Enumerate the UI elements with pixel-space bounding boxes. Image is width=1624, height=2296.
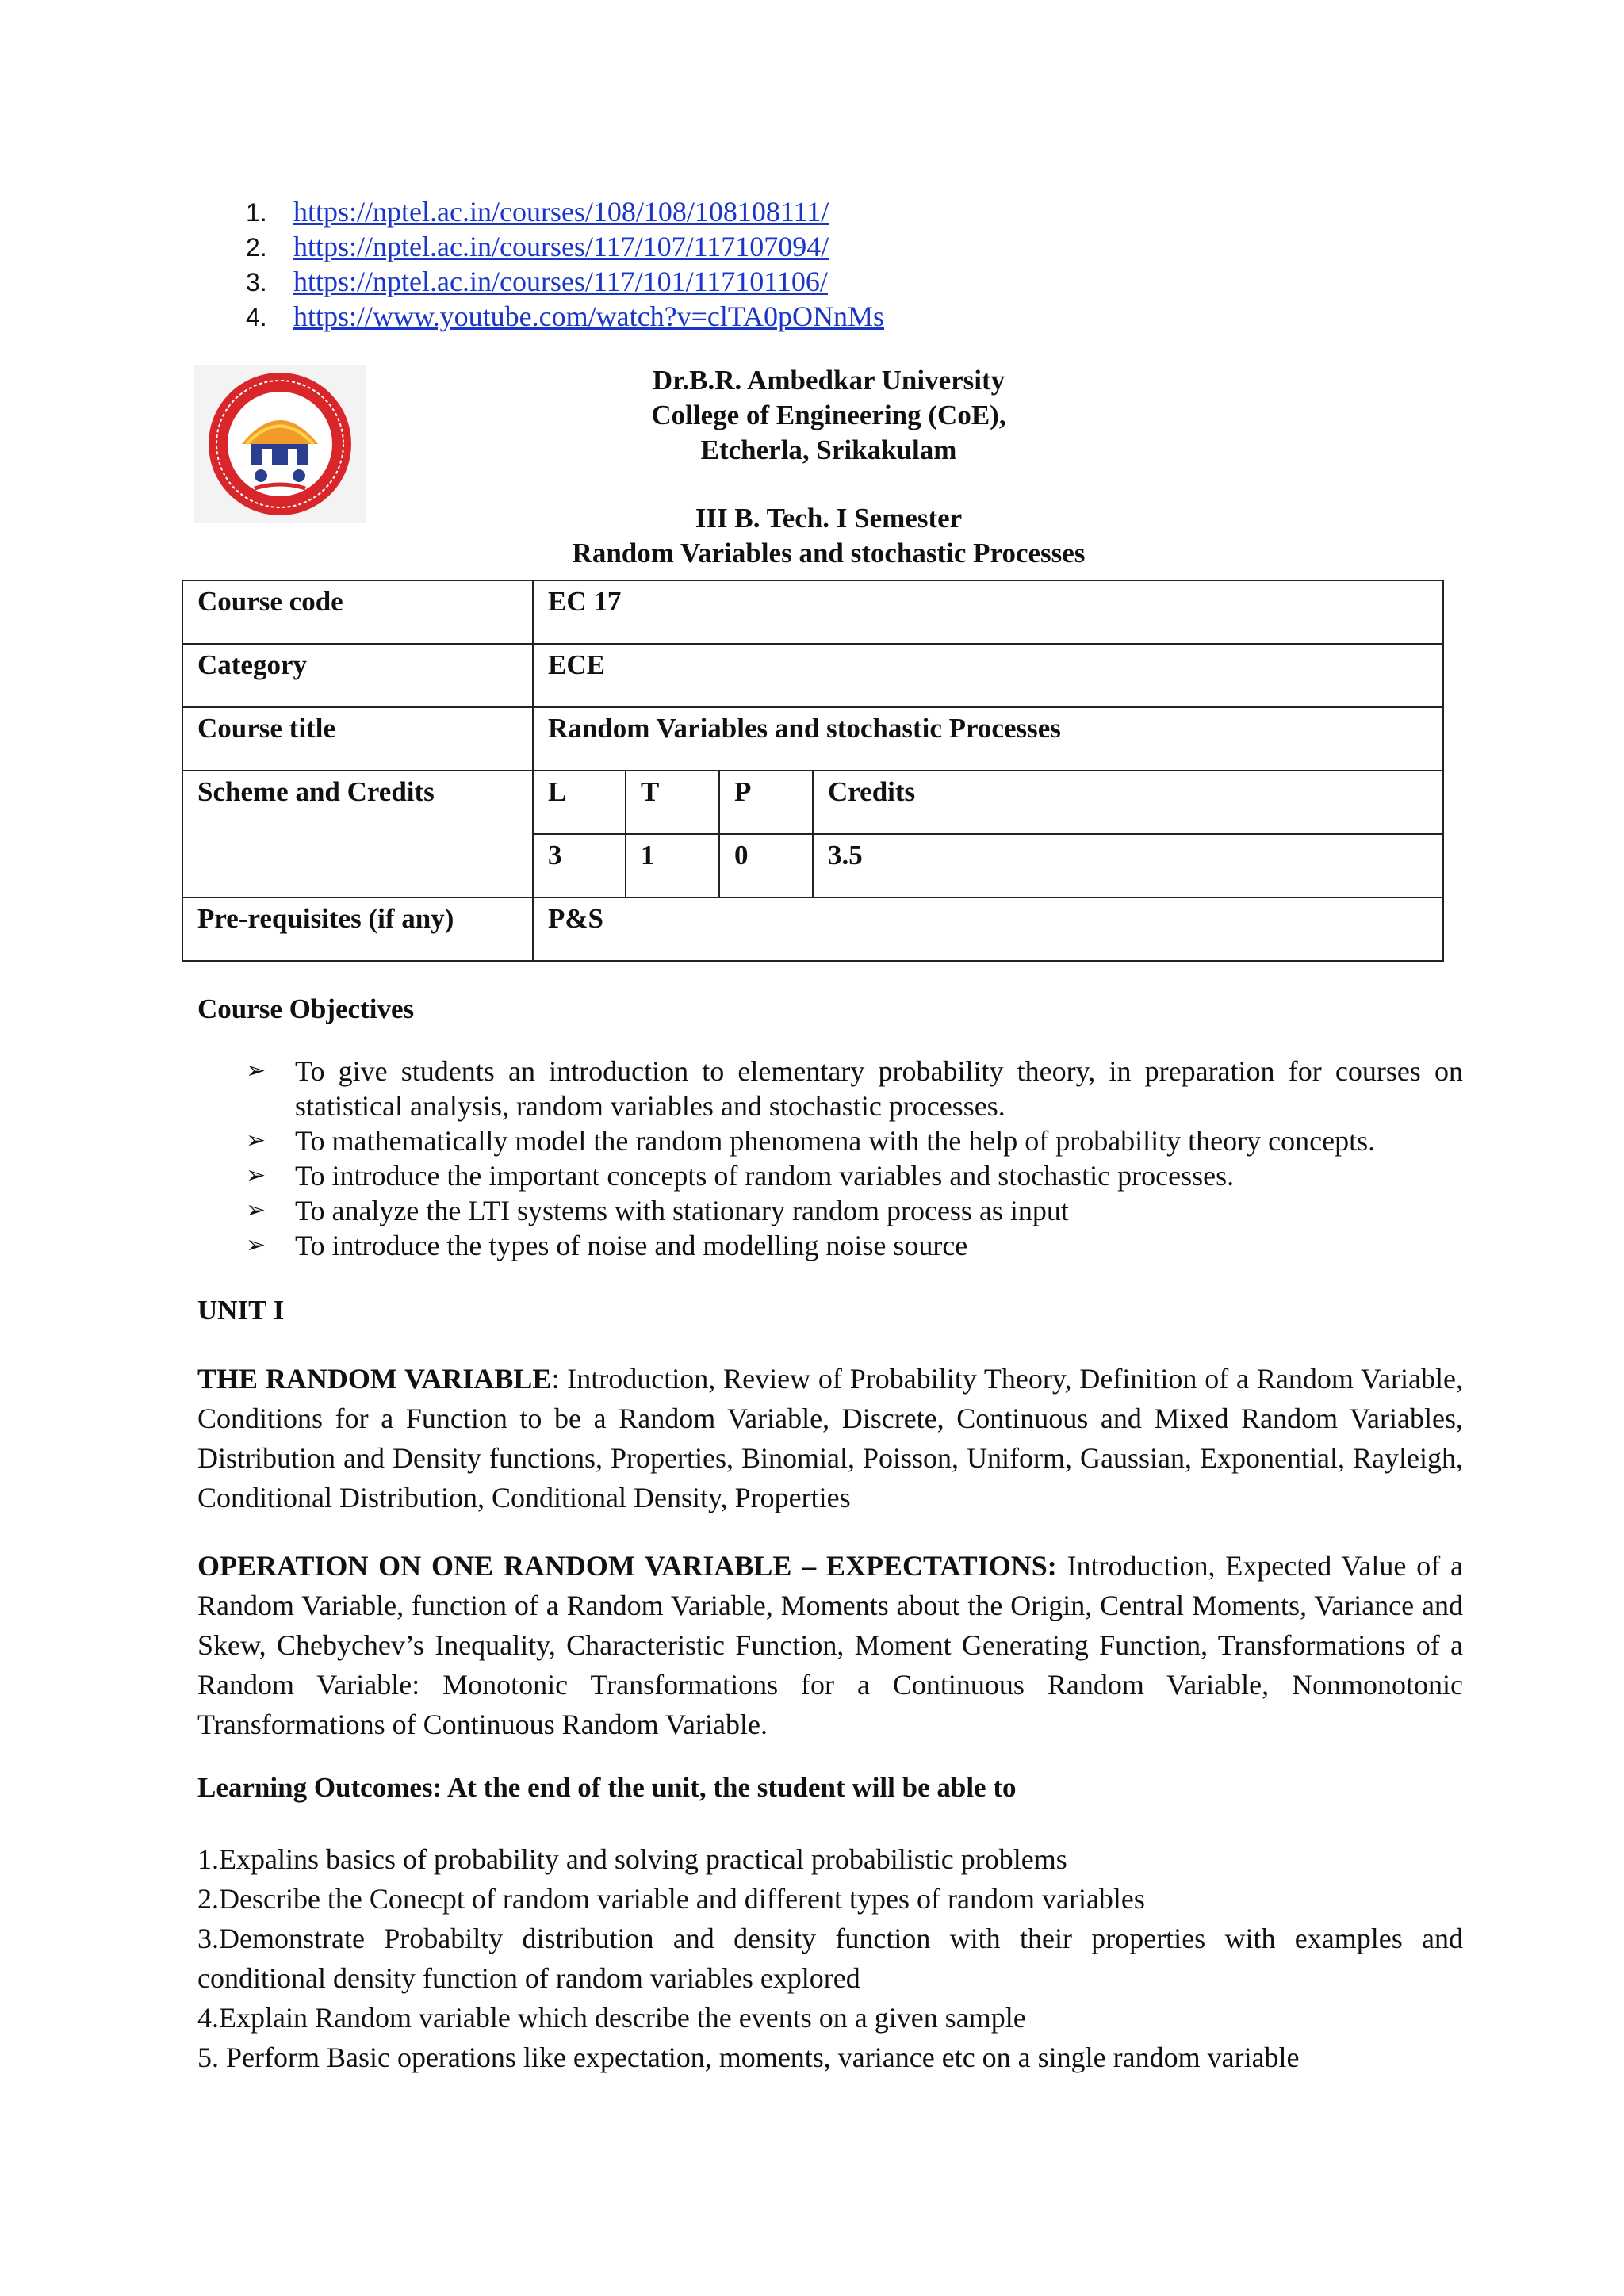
credits-label: Credits	[813, 771, 1443, 834]
table-row	[182, 897, 1443, 961]
category-label: Category	[182, 644, 533, 707]
arrow-bullet-icon: ➢	[246, 1231, 266, 1259]
outcomes-heading: Learning Outcomes: At the end of the unit, the student will be able to	[197, 1772, 1017, 1803]
expectations-paragraph: OPERATION ON ONE RANDOM VARIABLE – EXPECTATIONS: Introduction, Expected Value of a Random Variable, function of a Random Variable, Moments about the Origin, Central Moments, Variance and Skew, Chebychev’s Inequality, Characteristic Function, Moment Generating Function, Transformations of a Random Variable: Monotonic Transformations for a Continuous Random Variable, Nonmonotonic Transformations of Continuous Random Variable.	[197, 1550, 1463, 1740]
prerequisites-value: P&S	[533, 897, 1443, 961]
objectives-heading: Course Objectives	[197, 993, 415, 1024]
outcome-item: 4.Explain Random variable which describe the events on a given sample	[197, 2002, 1026, 2034]
reference-item: 4. https://www.youtube.com/watch?v=clTA0pONnMs	[246, 300, 884, 332]
arrow-bullet-icon: ➢	[246, 1057, 266, 1085]
course-details-table	[182, 580, 1444, 962]
objective-item: ➢ To give students an introduction to elementary probability theory, in preparation for courses on statistical analysis, random variables and stochastic processes.	[246, 1055, 1463, 1122]
table-row	[182, 707, 1443, 771]
objective-item: ➢ To mathematically model the random phenomena with the help of probability theory concepts.	[246, 1125, 1376, 1157]
semester-title: III B. Tech. I Semester	[695, 503, 963, 534]
prerequisites-label: Pre-requisites (if any)	[182, 897, 533, 961]
objectives-list	[246, 1054, 1463, 1263]
scheme-credits-label: Scheme and Credits	[182, 771, 533, 897]
l-label: L	[533, 771, 626, 834]
t-label: T	[626, 771, 719, 834]
table-row	[182, 644, 1443, 707]
reference-link[interactable]: https://nptel.ac.in/courses/108/108/108108111/	[293, 196, 829, 228]
university-name: Dr.B.R. Ambedkar University	[652, 365, 1005, 396]
university-logo	[194, 365, 366, 523]
course-title-value: Random Variables and stochastic Processes	[533, 707, 1443, 771]
objective-item: ➢ To introduce the important concepts of random variables and stochastic processes.	[246, 1160, 1235, 1192]
university-header	[381, 363, 1277, 468]
arrow-bullet-icon: ➢	[246, 1127, 266, 1154]
reference-item: 2. https://nptel.ac.in/courses/117/107/117107094/	[246, 231, 829, 262]
table-row	[182, 771, 1443, 834]
objective-item: ➢ To introduce the types of noise and modelling noise source	[246, 1230, 968, 1261]
course-title-label: Course title	[182, 707, 533, 771]
reference-links	[246, 194, 884, 334]
t-value: 1	[626, 834, 719, 897]
reference-item: 3. https://nptel.ac.in/courses/117/101/117101106/	[246, 266, 828, 297]
university-seal-icon	[194, 365, 366, 523]
paragraph-title: OPERATION ON ONE RANDOM VARIABLE – EXPECTATIONS:	[197, 1550, 1057, 1582]
paragraph-title: THE RANDOM VARIABLE	[197, 1363, 552, 1395]
l-value: 3	[533, 834, 626, 897]
course-code-label: Course code	[182, 580, 533, 644]
outcome-item: 1.Expalins basics of probability and solving practical probabilistic problems	[197, 1843, 1067, 1875]
reference-link[interactable]: https://www.youtube.com/watch?v=clTA0pONnMs	[293, 300, 884, 332]
reference-link[interactable]: https://nptel.ac.in/courses/117/101/117101106/	[293, 266, 828, 297]
arrow-bullet-icon: ➢	[246, 1196, 266, 1224]
random-variable-paragraph: THE RANDOM VARIABLE: Introduction, Review of Probability Theory, Definition of a Random Variable, Conditions for a Function to be a Random Variable, Discrete, Continuous and Mixed Random Variables, Distribution and Density functions, Properties, Binomial, Poisson, Uniform, Gaussian, Exponential, Rayleigh, Conditional Distribution, Conditional Density, Properties	[197, 1363, 1463, 1513]
outcome-item: 3.Demonstrate Probabilty distribution and density function with their properties with examples and conditional density function of random variables explored	[197, 1923, 1463, 1994]
table-row	[182, 580, 1443, 644]
college-location: Etcherla, Srikakulam	[700, 434, 957, 465]
course-code-value: EC 17	[533, 580, 1443, 644]
outcome-item: 5. Perform Basic operations like expectation, moments, variance etc on a single random variable	[197, 2042, 1300, 2073]
course-title-heading: Random Variables and stochastic Processes	[572, 538, 1086, 568]
outcomes-list	[197, 1839, 1463, 2077]
reference-item: 1. https://nptel.ac.in/courses/108/108/108108111/	[246, 196, 829, 228]
arrow-bullet-icon: ➢	[246, 1161, 266, 1189]
unit-heading: UNIT I	[197, 1295, 285, 1326]
category-value: ECE	[533, 644, 1443, 707]
credits-value: 3.5	[813, 834, 1443, 897]
p-label: P	[719, 771, 813, 834]
objective-item: ➢ To analyze the LTI systems with stationary random process as input	[246, 1195, 1069, 1226]
p-value: 0	[719, 834, 813, 897]
outcome-item: 2.Describe the Conecpt of random variable and different types of random variables	[197, 1883, 1145, 1915]
reference-link[interactable]: https://nptel.ac.in/courses/117/107/117107094/	[293, 231, 829, 262]
college-name: College of Engineering (CoE),	[651, 400, 1006, 430]
course-header	[381, 501, 1277, 571]
